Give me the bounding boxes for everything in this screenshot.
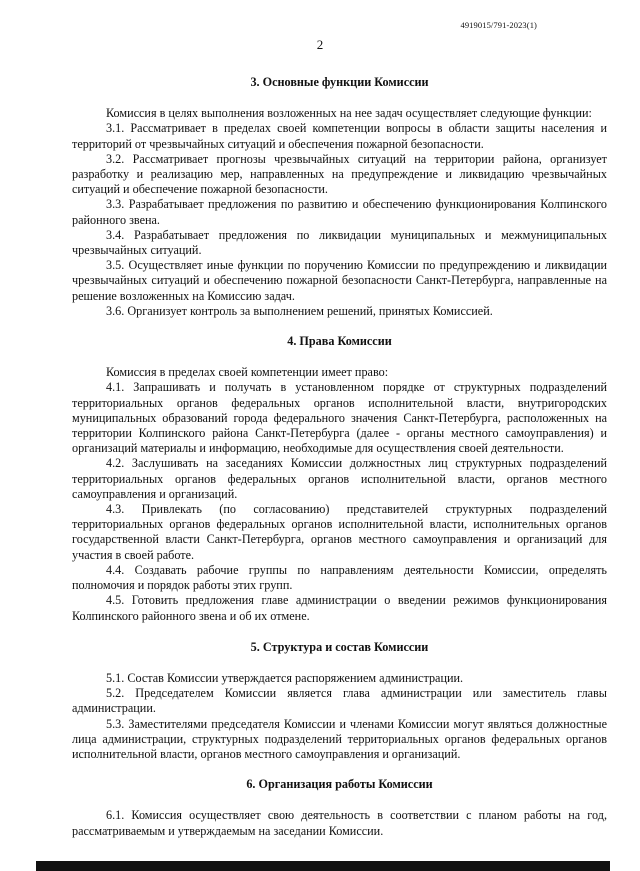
paragraph-3-6: 3.6. Организует контроль за выполнением решений, принятых Комиссией.: [106, 303, 493, 318]
paragraph-4-1: 4.1. Запрашивать и получать в установленном порядке от структурных подразделений территориальных органов федеральных органов исполнительной власти, внутригородских муниципальных образований города федерального значения Санкт-Петербурга, расположенных на территории Колпинского района Санкт-Петербурга (далее - органы местного самоуправления) и организаций материалы и информацию, необходимые для осуществления своей деятельности.: [72, 380, 607, 456]
document-number: 4919015/791-2023(1): [460, 20, 537, 30]
section-6-heading: 6. Организация работы Комиссии: [246, 777, 433, 792]
page-number: 2: [316, 37, 324, 52]
paragraph-3-3: 3.3. Разрабатывает предложения по развитию и обеспечению функционирования Колпинского районного звена.: [72, 197, 607, 227]
paragraph-4-3: 4.3. Привлекать (по согласованию) представителей структурных подразделений территориальных органов федеральных органов исполнительной власти, исполнительных органов государственной власти Санкт-Петербурга, органов местного самоуправления и организаций для участия в своей работе.: [72, 502, 607, 562]
paragraph-4-4: 4.4. Создавать рабочие группы по направлениям деятельности Комиссии, определять полномочия и порядок работы этих групп.: [72, 562, 607, 593]
paragraph-5-1: 5.1. Состав Комиссии утверждается распоряжением администрации.: [106, 670, 464, 685]
section-4-heading: 4. Права Комиссии: [287, 334, 392, 349]
paragraph-4-2: 4.2. Заслушивать на заседаниях Комиссии должностных лиц структурных подразделений территориальных органов федеральных органов исполнительной власти, органов местного самоуправления и организаций.: [72, 456, 607, 501]
paragraph-5-3: 5.3. Заместителями председателя Комиссии и членами Комиссии могут являться должностные лица администрации, структурных подразделений территориальных органов федеральных органов исполнительной власти, органов местного самоуправления и организаций.: [72, 716, 607, 761]
scan-edge-bar: [36, 861, 610, 871]
paragraph-6-1: 6.1. Комиссия осуществляет свою деятельность в соответствии с планом работы на год, рассматриваемым и утверждаемым на заседании Комиссии.: [72, 808, 607, 838]
section-5-heading: 5. Структура и состав Комиссии: [250, 639, 429, 654]
paragraph-3-1: 3.1. Рассматривает в пределах своей компетенции вопросы в области защиты населения и территорий от чрезвычайных ситуаций и обеспечения пожарной безопасности.: [72, 121, 607, 151]
document-body: [72, 75, 607, 839]
paragraph-4-5: 4.5. Готовить предложения главе администрации о введении режимов функционирования Колпинского районного звена и об их отмене.: [72, 593, 607, 623]
paragraph-3-4: 3.4. Разрабатывает предложения по ликвидации муниципальных и межмуниципальных чрезвычайных ситуаций.: [72, 227, 607, 258]
paragraph-3-2: 3.2. Рассматривает прогнозы чрезвычайных ситуаций на территории района, организует разработку и реализацию мер, направленных на предупреждение и ликвидацию чрезвычайных ситуаций и обеспечение пожарной безопасности.: [72, 151, 607, 197]
section-4-intro: Комиссия в пределах своей компетенции имеет право:: [106, 365, 389, 380]
section-3-intro: Комиссия в целях выполнения возложенных на нее задач осуществляет следующие функции:: [106, 106, 592, 121]
paragraph-5-2: 5.2. Председателем Комиссии является глава администрации или заместитель главы администрации.: [72, 686, 607, 716]
section-3-heading: 3. Основные функции Комиссии: [250, 75, 429, 89]
paragraph-3-5: 3.5. Осуществляет иные функции по поручению Комиссии по предупреждению и ликвидации чрезвычайных ситуаций и обеспечению пожарной безопасности Санкт-Петербурга, направленные на решение возложенных на Комиссию задач.: [72, 258, 607, 303]
